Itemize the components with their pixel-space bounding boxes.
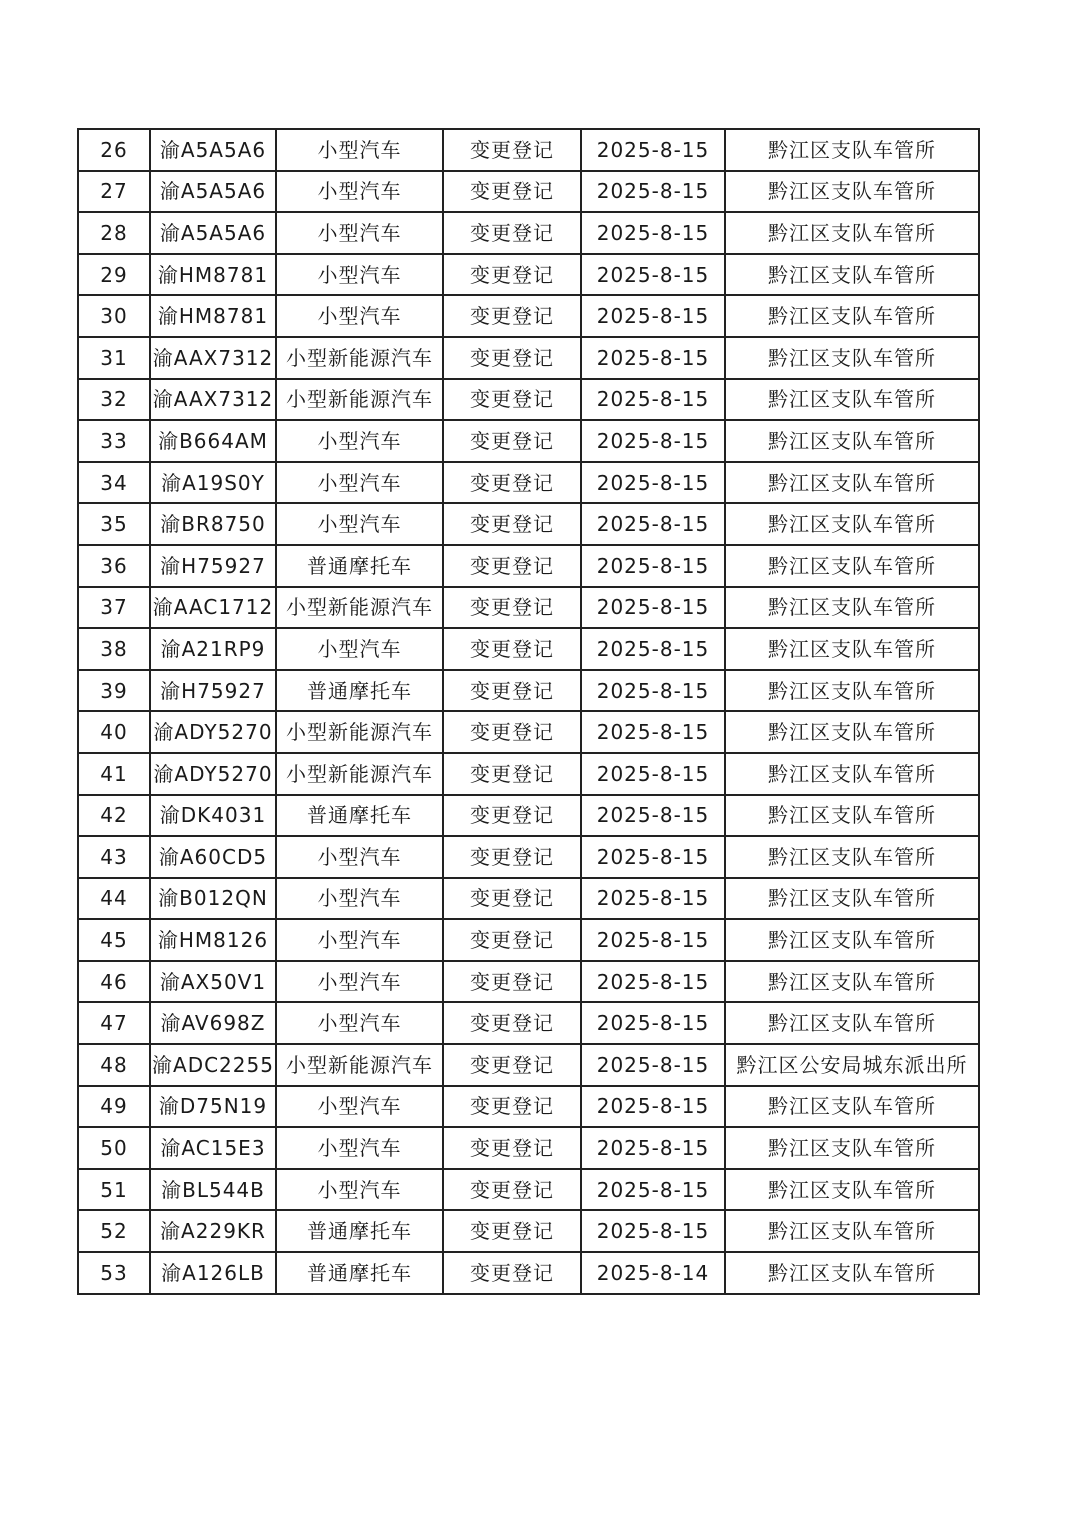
row-index-cell: 27 (78, 171, 150, 213)
office-cell: 黔江区支队车管所 (725, 1002, 979, 1044)
plate-number-cell: 渝A21RP9 (150, 628, 276, 670)
table-row (78, 212, 979, 254)
vehicle-type-cell: 普通摩托车 (276, 795, 443, 837)
office-cell: 黔江区支队车管所 (725, 379, 979, 421)
date-cell: 2025-8-15 (581, 503, 725, 545)
table-row (78, 1044, 979, 1086)
registration-action-cell: 变更登记 (443, 462, 581, 504)
row-index-cell: 45 (78, 919, 150, 961)
plate-number-cell: 渝BR8750 (150, 503, 276, 545)
plate-number-cell: 渝HM8126 (150, 919, 276, 961)
plate-number-cell: 渝AC15E3 (150, 1127, 276, 1169)
table-row (78, 379, 979, 421)
date-cell: 2025-8-15 (581, 628, 725, 670)
plate-number-cell: 渝ADC2255 (150, 1044, 276, 1086)
office-cell: 黔江区支队车管所 (725, 795, 979, 837)
row-index-cell: 48 (78, 1044, 150, 1086)
office-cell: 黔江区支队车管所 (725, 254, 979, 296)
vehicle-type-cell: 普通摩托车 (276, 1210, 443, 1252)
registration-action-cell: 变更登记 (443, 836, 581, 878)
office-cell: 黔江区支队车管所 (725, 878, 979, 920)
vehicle-type-cell: 小型汽车 (276, 420, 443, 462)
table-row (78, 545, 979, 587)
date-cell: 2025-8-15 (581, 171, 725, 213)
date-cell: 2025-8-15 (581, 1210, 725, 1252)
table-row (78, 254, 979, 296)
row-index-cell: 47 (78, 1002, 150, 1044)
plate-number-cell: 渝BL544B (150, 1169, 276, 1211)
office-cell: 黔江区支队车管所 (725, 587, 979, 629)
row-index-cell: 30 (78, 295, 150, 337)
plate-number-cell: 渝B664AM (150, 420, 276, 462)
vehicle-type-cell: 小型新能源汽车 (276, 337, 443, 379)
office-cell: 黔江区支队车管所 (725, 503, 979, 545)
registration-action-cell: 变更登记 (443, 587, 581, 629)
table-row (78, 1127, 979, 1169)
office-cell: 黔江区支队车管所 (725, 836, 979, 878)
plate-number-cell: 渝DK4031 (150, 795, 276, 837)
plate-number-cell: 渝AAX7312 (150, 379, 276, 421)
registration-action-cell: 变更登记 (443, 670, 581, 712)
vehicle-type-cell: 小型汽车 (276, 919, 443, 961)
vehicle-type-cell: 小型汽车 (276, 503, 443, 545)
date-cell: 2025-8-15 (581, 587, 725, 629)
row-index-cell: 49 (78, 1086, 150, 1128)
date-cell: 2025-8-15 (581, 337, 725, 379)
office-cell: 黔江区支队车管所 (725, 753, 979, 795)
table-row (78, 795, 979, 837)
table-row (78, 1210, 979, 1252)
registration-action-cell: 变更登记 (443, 961, 581, 1003)
table-row (78, 1252, 979, 1294)
registration-action-cell: 变更登记 (443, 795, 581, 837)
vehicle-type-cell: 小型新能源汽车 (276, 1044, 443, 1086)
registration-action-cell: 变更登记 (443, 1086, 581, 1128)
row-index-cell: 51 (78, 1169, 150, 1211)
office-cell: 黔江区支队车管所 (725, 1086, 979, 1128)
table-row (78, 628, 979, 670)
table-body (78, 129, 979, 1294)
plate-number-cell: 渝A5A5A6 (150, 212, 276, 254)
plate-number-cell: 渝A5A5A6 (150, 171, 276, 213)
row-index-cell: 32 (78, 379, 150, 421)
table-row (78, 711, 979, 753)
table-row (78, 878, 979, 920)
date-cell: 2025-8-15 (581, 295, 725, 337)
plate-number-cell: 渝AV698Z (150, 1002, 276, 1044)
vehicle-type-cell: 小型汽车 (276, 878, 443, 920)
plate-number-cell: 渝AAC1712 (150, 587, 276, 629)
date-cell: 2025-8-15 (581, 836, 725, 878)
table-row (78, 1086, 979, 1128)
date-cell: 2025-8-15 (581, 753, 725, 795)
vehicle-type-cell: 普通摩托车 (276, 1252, 443, 1294)
table-row (78, 295, 979, 337)
registration-action-cell: 变更登记 (443, 212, 581, 254)
row-index-cell: 42 (78, 795, 150, 837)
date-cell: 2025-8-15 (581, 1127, 725, 1169)
plate-number-cell: 渝A60CD5 (150, 836, 276, 878)
date-cell: 2025-8-15 (581, 129, 725, 171)
registration-action-cell: 变更登记 (443, 420, 581, 462)
vehicle-type-cell: 小型汽车 (276, 1086, 443, 1128)
row-index-cell: 46 (78, 961, 150, 1003)
office-cell: 黔江区支队车管所 (725, 420, 979, 462)
vehicle-type-cell: 小型汽车 (276, 961, 443, 1003)
registration-action-cell: 变更登记 (443, 503, 581, 545)
row-index-cell: 36 (78, 545, 150, 587)
date-cell: 2025-8-15 (581, 919, 725, 961)
registration-action-cell: 变更登记 (443, 171, 581, 213)
plate-number-cell: 渝A126LB (150, 1252, 276, 1294)
registration-action-cell: 变更登记 (443, 1127, 581, 1169)
vehicle-type-cell: 小型汽车 (276, 254, 443, 296)
plate-number-cell: 渝AX50V1 (150, 961, 276, 1003)
registration-action-cell: 变更登记 (443, 545, 581, 587)
office-cell: 黔江区支队车管所 (725, 1169, 979, 1211)
plate-number-cell: 渝D75N19 (150, 1086, 276, 1128)
registration-action-cell: 变更登记 (443, 1252, 581, 1294)
plate-number-cell: 渝HM8781 (150, 254, 276, 296)
vehicle-type-cell: 小型汽车 (276, 212, 443, 254)
vehicle-type-cell: 普通摩托车 (276, 545, 443, 587)
row-index-cell: 34 (78, 462, 150, 504)
table-row (78, 587, 979, 629)
plate-number-cell: 渝AAX7312 (150, 337, 276, 379)
table-row (78, 836, 979, 878)
date-cell: 2025-8-15 (581, 711, 725, 753)
table-row (78, 337, 979, 379)
vehicle-type-cell: 小型汽车 (276, 836, 443, 878)
date-cell: 2025-8-15 (581, 1002, 725, 1044)
plate-number-cell: 渝ADY5270 (150, 711, 276, 753)
office-cell: 黔江区支队车管所 (725, 295, 979, 337)
office-cell: 黔江区支队车管所 (725, 337, 979, 379)
office-cell: 黔江区支队车管所 (725, 545, 979, 587)
vehicle-type-cell: 小型新能源汽车 (276, 753, 443, 795)
plate-number-cell: 渝B012QN (150, 878, 276, 920)
table-row (78, 919, 979, 961)
row-index-cell: 31 (78, 337, 150, 379)
row-index-cell: 38 (78, 628, 150, 670)
vehicle-registration-table (77, 128, 980, 1295)
table-row (78, 129, 979, 171)
office-cell: 黔江区支队车管所 (725, 462, 979, 504)
vehicle-type-cell: 小型汽车 (276, 295, 443, 337)
date-cell: 2025-8-15 (581, 1169, 725, 1211)
date-cell: 2025-8-15 (581, 254, 725, 296)
vehicle-type-cell: 小型汽车 (276, 628, 443, 670)
registration-action-cell: 变更登记 (443, 1169, 581, 1211)
plate-number-cell: 渝ADY5270 (150, 753, 276, 795)
row-index-cell: 35 (78, 503, 150, 545)
row-index-cell: 53 (78, 1252, 150, 1294)
vehicle-type-cell: 小型新能源汽车 (276, 711, 443, 753)
plate-number-cell: 渝A19S0Y (150, 462, 276, 504)
row-index-cell: 43 (78, 836, 150, 878)
table-row (78, 1002, 979, 1044)
office-cell: 黔江区支队车管所 (725, 961, 979, 1003)
date-cell: 2025-8-15 (581, 420, 725, 462)
row-index-cell: 33 (78, 420, 150, 462)
plate-number-cell: 渝A5A5A6 (150, 129, 276, 171)
office-cell: 黔江区支队车管所 (725, 628, 979, 670)
vehicle-type-cell: 小型汽车 (276, 171, 443, 213)
registration-action-cell: 变更登记 (443, 878, 581, 920)
date-cell: 2025-8-15 (581, 670, 725, 712)
row-index-cell: 44 (78, 878, 150, 920)
registration-action-cell: 变更登记 (443, 1002, 581, 1044)
office-cell: 黔江区支队车管所 (725, 1210, 979, 1252)
plate-number-cell: 渝H75927 (150, 545, 276, 587)
vehicle-type-cell: 普通摩托车 (276, 670, 443, 712)
row-index-cell: 41 (78, 753, 150, 795)
registration-action-cell: 变更登记 (443, 1044, 581, 1086)
table-row (78, 171, 979, 213)
table-row (78, 1169, 979, 1211)
row-index-cell: 37 (78, 587, 150, 629)
office-cell: 黔江区支队车管所 (725, 1127, 979, 1169)
date-cell: 2025-8-15 (581, 545, 725, 587)
office-cell: 黔江区支队车管所 (725, 171, 979, 213)
vehicle-type-cell: 小型汽车 (276, 1002, 443, 1044)
row-index-cell: 29 (78, 254, 150, 296)
vehicle-type-cell: 小型新能源汽车 (276, 587, 443, 629)
row-index-cell: 52 (78, 1210, 150, 1252)
date-cell: 2025-8-15 (581, 878, 725, 920)
registration-action-cell: 变更登记 (443, 1210, 581, 1252)
table-row (78, 503, 979, 545)
registration-action-cell: 变更登记 (443, 337, 581, 379)
office-cell: 黔江区支队车管所 (725, 212, 979, 254)
table-row (78, 462, 979, 504)
vehicle-type-cell: 小型汽车 (276, 1127, 443, 1169)
date-cell: 2025-8-14 (581, 1252, 725, 1294)
registration-action-cell: 变更登记 (443, 919, 581, 961)
date-cell: 2025-8-15 (581, 1086, 725, 1128)
table-row (78, 961, 979, 1003)
office-cell: 黔江区公安局城东派出所 (725, 1044, 979, 1086)
vehicle-type-cell: 小型汽车 (276, 1169, 443, 1211)
office-cell: 黔江区支队车管所 (725, 711, 979, 753)
office-cell: 黔江区支队车管所 (725, 1252, 979, 1294)
table-row (78, 753, 979, 795)
office-cell: 黔江区支队车管所 (725, 670, 979, 712)
date-cell: 2025-8-15 (581, 1044, 725, 1086)
office-cell: 黔江区支队车管所 (725, 129, 979, 171)
registration-action-cell: 变更登记 (443, 753, 581, 795)
row-index-cell: 40 (78, 711, 150, 753)
registration-action-cell: 变更登记 (443, 254, 581, 296)
vehicle-type-cell: 小型汽车 (276, 462, 443, 504)
date-cell: 2025-8-15 (581, 462, 725, 504)
vehicle-type-cell: 小型新能源汽车 (276, 379, 443, 421)
registration-action-cell: 变更登记 (443, 379, 581, 421)
table-row (78, 420, 979, 462)
registration-action-cell: 变更登记 (443, 129, 581, 171)
row-index-cell: 28 (78, 212, 150, 254)
plate-number-cell: 渝A229KR (150, 1210, 276, 1252)
row-index-cell: 50 (78, 1127, 150, 1169)
plate-number-cell: 渝H75927 (150, 670, 276, 712)
plate-number-cell: 渝HM8781 (150, 295, 276, 337)
date-cell: 2025-8-15 (581, 961, 725, 1003)
date-cell: 2025-8-15 (581, 795, 725, 837)
office-cell: 黔江区支队车管所 (725, 919, 979, 961)
date-cell: 2025-8-15 (581, 379, 725, 421)
registration-action-cell: 变更登记 (443, 711, 581, 753)
vehicle-type-cell: 小型汽车 (276, 129, 443, 171)
row-index-cell: 26 (78, 129, 150, 171)
table-row (78, 670, 979, 712)
registration-action-cell: 变更登记 (443, 295, 581, 337)
row-index-cell: 39 (78, 670, 150, 712)
date-cell: 2025-8-15 (581, 212, 725, 254)
registration-action-cell: 变更登记 (443, 628, 581, 670)
